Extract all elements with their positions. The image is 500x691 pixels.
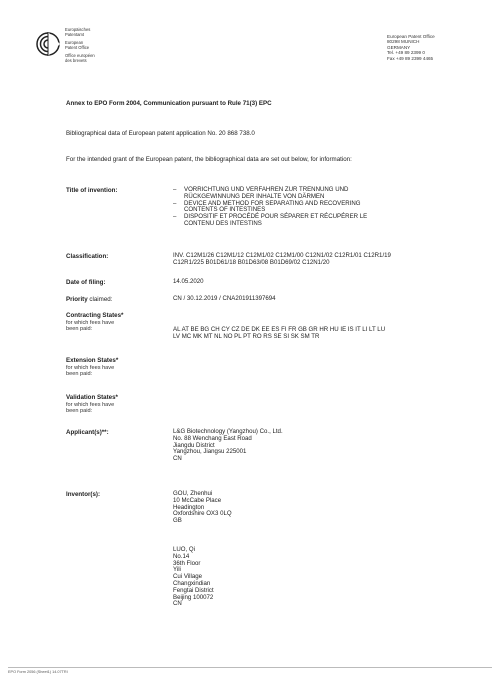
priority-value: CN / 30.12.2019 / CNA201911397694 <box>173 295 276 302</box>
extension-states-sub: for which fees have been paid: <box>66 365 115 378</box>
applicant-address: L&G Biotechnology (Yangzhou) Co., Ltd. No. 88 Wenchang East Road Jiangdu District Yangzhou, Jiangsu 225001 CN <box>173 428 283 463</box>
annex-title: Annex to EPO Form 2004, Communication pursuant to Rule 71(3) EPC <box>66 100 272 107</box>
title-en: – DEVICE AND METHOD FOR SEPARATING AND RECOVERING CONTENTS OF INTESTINES <box>173 201 367 215</box>
epo-concentric-logo-icon <box>36 32 60 56</box>
contracting-states-label: Contracting States* <box>66 312 124 319</box>
office-name-fr: Office européen des brevets <box>65 53 95 63</box>
date-of-filing-value: 14.05.2020 <box>173 278 204 285</box>
application-number-line: Bibliographical data of European patent application No. 20 868 738.0 <box>66 130 255 137</box>
validation-states-sub: for which fees have been paid: <box>66 402 115 415</box>
office-name-de: Europäisches Patentamt <box>65 27 91 37</box>
inventors-label: Inventor(s): <box>66 491 101 498</box>
contracting-states-sub: for which fees have been paid: <box>66 320 115 333</box>
contracting-states-value: AL AT BE BG CH CY CZ DE DK EE ES FI FR GB GR HR HU IE IS IT LI LT LU LV MC MK MT NL NO PL PT RO RS SE SI SK SM TR <box>173 326 386 340</box>
title-fr: – DISPOSITIF ET PROCÉDÉ POUR SÉPARER ET RÉCUPÉRER LE CONTENU DES INTESTINS <box>173 214 367 228</box>
title-of-invention-list <box>173 187 367 228</box>
footer-divider <box>8 667 492 668</box>
inventor-gou: GOU, Zhenhui 10 McCabe Place Headington Oxfordshire OX3 0LQ GB <box>173 490 232 525</box>
office-address: European Patent Office 80298 MUNICH GERMANY Tel. +49 89 2399 0 Fax +49 89 2399 4465 <box>387 34 435 61</box>
classification-label: Classification: <box>66 253 109 260</box>
title-of-invention-label: Title of invention: <box>66 187 118 194</box>
date-of-filing-label: Date of filing: <box>66 279 106 286</box>
inventor-luo: LUO, Qi No.14 36th Floor Yili Cui Village Changxindian Fengtai District Beijing 100072 CN <box>173 546 214 608</box>
intro-line: For the intended grant of the European patent, the bibliographical data are set out below, for information: <box>66 156 352 163</box>
office-name-en: European Patent Office <box>65 40 90 50</box>
validation-states-label: Validation States* <box>66 394 118 401</box>
form-reference: EPO Form 2056 (Sheet1) 14.07TRI <box>8 670 68 674</box>
classification-value: INV. C12M1/26 C12M1/12 C12M1/02 C12M1/00 C12N1/02 C12R1/01 C12R1/19 C12R1/225 B01D61/18 B01D63/08 B01D69/02 C12N1/20 <box>173 252 391 266</box>
title-de: – VORRICHTUNG UND VERFAHREN ZUR TRENNUNG UND RÜCKGEWINNUNG DER INHALTE VON DÄRMEN <box>173 187 367 201</box>
priority-label: Priority claimed: <box>66 296 113 303</box>
office-names <box>65 27 95 63</box>
extension-states-label: Extension States* <box>66 357 119 364</box>
applicants-label: Applicant(s)**: <box>66 429 109 436</box>
